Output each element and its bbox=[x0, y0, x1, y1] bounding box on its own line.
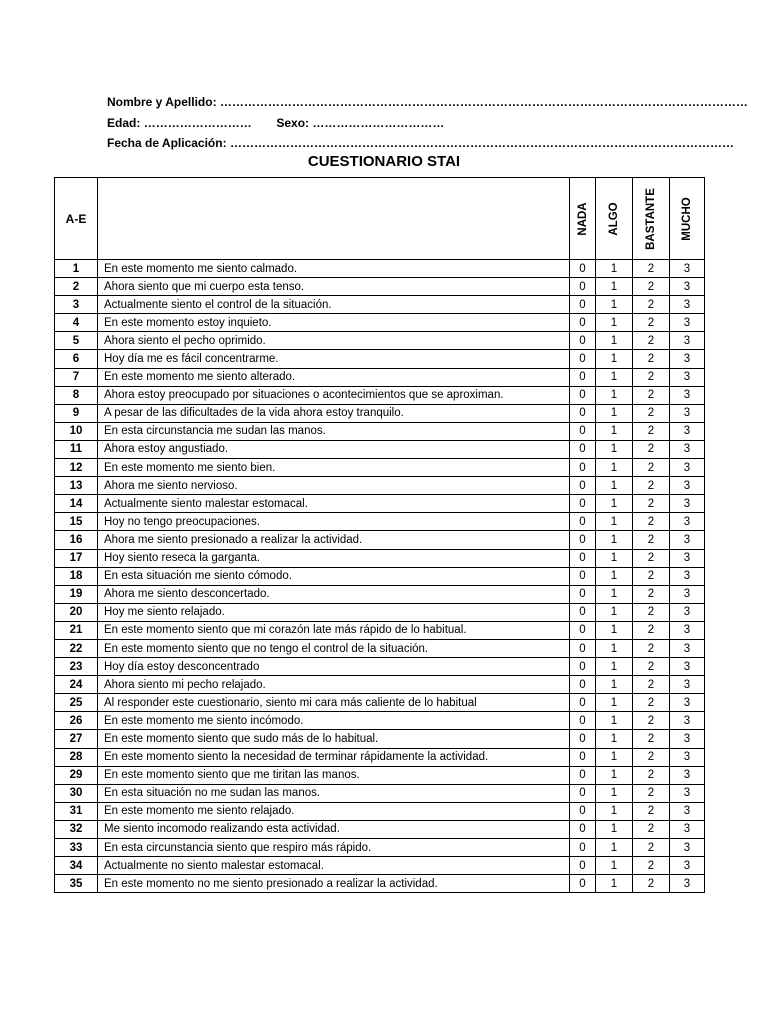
score-0-nada[interactable]: 0 bbox=[570, 477, 596, 495]
score-1-algo[interactable]: 1 bbox=[596, 350, 633, 368]
score-2-bastante[interactable]: 2 bbox=[633, 422, 670, 440]
score-0-nada[interactable]: 0 bbox=[570, 531, 596, 549]
score-2-bastante[interactable]: 2 bbox=[633, 603, 670, 621]
score-3-mucho[interactable]: 3 bbox=[670, 314, 705, 332]
item-number: 29 bbox=[55, 766, 98, 784]
item-statement: Actualmente no siento malestar estomacal. bbox=[98, 857, 570, 875]
score-1-algo[interactable]: 1 bbox=[596, 567, 633, 585]
score-1-algo[interactable]: 1 bbox=[596, 332, 633, 350]
score-0-nada[interactable]: 0 bbox=[570, 784, 596, 802]
score-1-algo[interactable]: 1 bbox=[596, 459, 633, 477]
item-statement: En este momento no me siento presionado a realizar la actividad. bbox=[98, 875, 570, 893]
questionnaire-title: CUESTIONARIO STAI bbox=[307, 153, 461, 170]
score-3-mucho[interactable]: 3 bbox=[670, 820, 705, 838]
item-statement: En este momento siento la necesidad de terminar rápidamente la actividad. bbox=[98, 748, 570, 766]
score-1-algo[interactable]: 1 bbox=[596, 712, 633, 730]
score-1-algo[interactable]: 1 bbox=[596, 748, 633, 766]
item-number: 16 bbox=[55, 531, 98, 549]
item-statement: En este momento siento que mi corazón late más rápido de lo habitual. bbox=[98, 621, 570, 639]
score-2-bastante[interactable]: 2 bbox=[633, 694, 670, 712]
score-1-algo[interactable]: 1 bbox=[596, 875, 633, 893]
score-1-algo[interactable]: 1 bbox=[596, 549, 633, 567]
score-1-algo[interactable]: 1 bbox=[596, 676, 633, 694]
score-3-mucho[interactable]: 3 bbox=[670, 603, 705, 621]
score-2-bastante[interactable]: 2 bbox=[633, 440, 670, 458]
score-3-mucho[interactable]: 3 bbox=[670, 278, 705, 296]
table-row bbox=[55, 278, 705, 296]
score-1-algo[interactable]: 1 bbox=[596, 639, 633, 657]
item-statement: Ahora siento el pecho oprimido. bbox=[98, 332, 570, 350]
score-0-nada[interactable]: 0 bbox=[570, 386, 596, 404]
item-statement: En este momento me siento bien. bbox=[98, 459, 570, 477]
item-statement: Me siento incomodo realizando esta actividad. bbox=[98, 820, 570, 838]
score-0-nada[interactable]: 0 bbox=[570, 368, 596, 386]
column-header-id: A-E bbox=[55, 178, 98, 260]
score-3-mucho[interactable]: 3 bbox=[670, 748, 705, 766]
score-2-bastante[interactable]: 2 bbox=[633, 404, 670, 422]
score-0-nada[interactable]: 0 bbox=[570, 766, 596, 784]
table-row bbox=[55, 820, 705, 838]
item-number: 28 bbox=[55, 748, 98, 766]
item-statement: Al responder este cuestionario, siento mi cara más caliente de lo habitual bbox=[98, 694, 570, 712]
score-2-bastante[interactable]: 2 bbox=[633, 712, 670, 730]
score-1-algo[interactable]: 1 bbox=[596, 440, 633, 458]
item-number: 6 bbox=[55, 350, 98, 368]
age-label: Edad: bbox=[107, 115, 141, 130]
table-row bbox=[55, 495, 705, 513]
item-statement: En este momento siento que me tiritan las manos. bbox=[98, 766, 570, 784]
item-number: 14 bbox=[55, 495, 98, 513]
score-0-nada[interactable]: 0 bbox=[570, 639, 596, 657]
score-3-mucho[interactable]: 3 bbox=[670, 260, 705, 278]
item-number: 30 bbox=[55, 784, 98, 802]
score-0-nada[interactable]: 0 bbox=[570, 495, 596, 513]
score-2-bastante[interactable]: 2 bbox=[633, 639, 670, 657]
item-statement: En este momento me siento relajado. bbox=[98, 802, 570, 820]
score-0-nada[interactable]: 0 bbox=[570, 730, 596, 748]
date-label: Fecha de Aplicación: bbox=[107, 136, 227, 150]
table-row bbox=[55, 621, 705, 639]
score-0-nada[interactable]: 0 bbox=[570, 350, 596, 368]
score-1-algo[interactable]: 1 bbox=[596, 784, 633, 802]
table-row bbox=[55, 440, 705, 458]
table-row bbox=[55, 513, 705, 531]
score-0-nada[interactable]: 0 bbox=[570, 260, 596, 278]
item-number: 23 bbox=[55, 658, 98, 676]
score-3-mucho[interactable]: 3 bbox=[670, 839, 705, 857]
score-2-bastante[interactable]: 2 bbox=[633, 278, 670, 296]
score-0-nada[interactable]: 0 bbox=[570, 621, 596, 639]
score-1-algo[interactable]: 1 bbox=[596, 314, 633, 332]
score-2-bastante[interactable]: 2 bbox=[633, 839, 670, 857]
column-header-statement bbox=[98, 178, 570, 260]
score-1-algo[interactable]: 1 bbox=[596, 857, 633, 875]
name-blank: …………………………………………………………………………………………………………………… bbox=[219, 95, 748, 109]
item-number: 9 bbox=[55, 404, 98, 422]
item-number: 32 bbox=[55, 820, 98, 838]
score-3-mucho[interactable]: 3 bbox=[670, 477, 705, 495]
item-statement: Actualmente siento malestar estomacal. bbox=[98, 495, 570, 513]
score-3-mucho[interactable]: 3 bbox=[670, 766, 705, 784]
table-row bbox=[55, 404, 705, 422]
score-3-mucho[interactable]: 3 bbox=[670, 296, 705, 314]
table-row bbox=[55, 368, 705, 386]
table-header-row bbox=[55, 178, 705, 260]
score-0-nada[interactable]: 0 bbox=[570, 603, 596, 621]
score-0-nada[interactable]: 0 bbox=[570, 459, 596, 477]
item-number: 27 bbox=[55, 730, 98, 748]
item-statement: Hoy siento reseca la garganta. bbox=[98, 549, 570, 567]
score-3-mucho[interactable]: 3 bbox=[670, 513, 705, 531]
item-statement: En este momento siento que sudo más de lo habitual. bbox=[98, 730, 570, 748]
item-number: 13 bbox=[55, 477, 98, 495]
item-number: 24 bbox=[55, 676, 98, 694]
item-statement: Ahora estoy preocupado por situaciones o acontecimientos que se aproximan. bbox=[98, 386, 570, 404]
score-3-mucho[interactable]: 3 bbox=[670, 730, 705, 748]
score-3-mucho[interactable]: 3 bbox=[670, 857, 705, 875]
score-2-bastante[interactable]: 2 bbox=[633, 549, 670, 567]
score-3-mucho[interactable]: 3 bbox=[670, 712, 705, 730]
score-1-algo[interactable]: 1 bbox=[596, 585, 633, 603]
item-statement: Actualmente siento el control de la situación. bbox=[98, 296, 570, 314]
score-3-mucho[interactable]: 3 bbox=[670, 802, 705, 820]
score-2-bastante[interactable]: 2 bbox=[633, 658, 670, 676]
table-row bbox=[55, 585, 705, 603]
item-statement: Hoy me siento relajado. bbox=[98, 603, 570, 621]
score-0-nada[interactable]: 0 bbox=[570, 404, 596, 422]
name-label: Nombre y Apellido: bbox=[107, 95, 217, 109]
item-number: 11 bbox=[55, 440, 98, 458]
item-statement: En este momento siento que no tengo el control de la situación. bbox=[98, 639, 570, 657]
item-statement: En esta circunstancia me sudan las manos. bbox=[98, 422, 570, 440]
item-number: 7 bbox=[55, 368, 98, 386]
item-number: 20 bbox=[55, 603, 98, 621]
score-0-nada[interactable]: 0 bbox=[570, 440, 596, 458]
table-row bbox=[55, 386, 705, 404]
score-3-mucho[interactable]: 3 bbox=[670, 585, 705, 603]
score-1-algo[interactable]: 1 bbox=[596, 495, 633, 513]
table-row bbox=[55, 332, 705, 350]
table-row bbox=[55, 857, 705, 875]
table-row bbox=[55, 531, 705, 549]
table-row bbox=[55, 712, 705, 730]
column-header-bastante: BASTANTE bbox=[633, 178, 670, 260]
score-0-nada[interactable]: 0 bbox=[570, 875, 596, 893]
table-row bbox=[55, 296, 705, 314]
date-field-row bbox=[107, 133, 748, 154]
item-number: 33 bbox=[55, 839, 98, 857]
item-number: 35 bbox=[55, 875, 98, 893]
score-3-mucho[interactable]: 3 bbox=[670, 549, 705, 567]
score-2-bastante[interactable]: 2 bbox=[633, 513, 670, 531]
score-3-mucho[interactable]: 3 bbox=[670, 676, 705, 694]
score-0-nada[interactable]: 0 bbox=[570, 712, 596, 730]
table-row bbox=[55, 567, 705, 585]
score-0-nada[interactable]: 0 bbox=[570, 857, 596, 875]
item-number: 34 bbox=[55, 857, 98, 875]
stai-table bbox=[54, 177, 705, 893]
item-statement: En este momento me siento alterado. bbox=[98, 368, 570, 386]
score-0-nada[interactable]: 0 bbox=[570, 567, 596, 585]
item-statement: Ahora me siento desconcertado. bbox=[98, 585, 570, 603]
score-1-algo[interactable]: 1 bbox=[596, 658, 633, 676]
score-3-mucho[interactable]: 3 bbox=[670, 658, 705, 676]
score-2-bastante[interactable]: 2 bbox=[633, 585, 670, 603]
score-2-bastante[interactable]: 2 bbox=[633, 296, 670, 314]
score-3-mucho[interactable]: 3 bbox=[670, 694, 705, 712]
item-number: 4 bbox=[55, 314, 98, 332]
table-row bbox=[55, 784, 705, 802]
score-2-bastante[interactable]: 2 bbox=[633, 784, 670, 802]
score-2-bastante[interactable]: 2 bbox=[633, 766, 670, 784]
score-2-bastante[interactable]: 2 bbox=[633, 531, 670, 549]
score-0-nada[interactable]: 0 bbox=[570, 748, 596, 766]
table-row bbox=[55, 459, 705, 477]
score-3-mucho[interactable]: 3 bbox=[670, 531, 705, 549]
score-1-algo[interactable]: 1 bbox=[596, 820, 633, 838]
score-1-algo[interactable]: 1 bbox=[596, 368, 633, 386]
table-row bbox=[55, 658, 705, 676]
table-row bbox=[55, 477, 705, 495]
item-number: 8 bbox=[55, 386, 98, 404]
table-row bbox=[55, 802, 705, 820]
score-3-mucho[interactable]: 3 bbox=[670, 386, 705, 404]
score-3-mucho[interactable]: 3 bbox=[670, 875, 705, 893]
score-2-bastante[interactable]: 2 bbox=[633, 567, 670, 585]
score-2-bastante[interactable]: 2 bbox=[633, 820, 670, 838]
score-0-nada[interactable]: 0 bbox=[570, 820, 596, 838]
table-row bbox=[55, 422, 705, 440]
item-statement: En este momento me siento calmado. bbox=[98, 260, 570, 278]
item-statement: En este momento me siento incómodo. bbox=[98, 712, 570, 730]
score-0-nada[interactable]: 0 bbox=[570, 296, 596, 314]
item-number: 22 bbox=[55, 639, 98, 657]
table-row bbox=[55, 350, 705, 368]
item-statement: En este momento estoy inquieto. bbox=[98, 314, 570, 332]
score-1-algo[interactable]: 1 bbox=[596, 603, 633, 621]
score-3-mucho[interactable]: 3 bbox=[670, 459, 705, 477]
column-header-algo: ALGO bbox=[596, 178, 633, 260]
sex-blank: …………………………… bbox=[312, 115, 445, 130]
score-2-bastante[interactable]: 2 bbox=[633, 621, 670, 639]
score-1-algo[interactable]: 1 bbox=[596, 694, 633, 712]
score-3-mucho[interactable]: 3 bbox=[670, 368, 705, 386]
score-0-nada[interactable]: 0 bbox=[570, 422, 596, 440]
date-blank: ……………………………………………………………………………………………………………… bbox=[229, 136, 734, 150]
item-number: 21 bbox=[55, 621, 98, 639]
table-row bbox=[55, 766, 705, 784]
respondent-info bbox=[107, 92, 748, 154]
score-2-bastante[interactable]: 2 bbox=[633, 260, 670, 278]
score-0-nada[interactable]: 0 bbox=[570, 549, 596, 567]
item-number: 2 bbox=[55, 278, 98, 296]
column-header-mucho: MUCHO bbox=[670, 178, 705, 260]
score-0-nada[interactable]: 0 bbox=[570, 802, 596, 820]
score-2-bastante[interactable]: 2 bbox=[633, 730, 670, 748]
table-row bbox=[55, 260, 705, 278]
item-number: 1 bbox=[55, 260, 98, 278]
score-0-nada[interactable]: 0 bbox=[570, 513, 596, 531]
item-statement: Ahora me siento nervioso. bbox=[98, 477, 570, 495]
item-number: 19 bbox=[55, 585, 98, 603]
score-0-nada[interactable]: 0 bbox=[570, 332, 596, 350]
table-row bbox=[55, 676, 705, 694]
score-1-algo[interactable]: 1 bbox=[596, 404, 633, 422]
item-statement: En esta circunstancia siento que respiro más rápido. bbox=[98, 839, 570, 857]
score-1-algo[interactable]: 1 bbox=[596, 730, 633, 748]
score-2-bastante[interactable]: 2 bbox=[633, 368, 670, 386]
score-2-bastante[interactable]: 2 bbox=[633, 875, 670, 893]
score-1-algo[interactable]: 1 bbox=[596, 260, 633, 278]
table-row bbox=[55, 748, 705, 766]
score-3-mucho[interactable]: 3 bbox=[670, 639, 705, 657]
table-row bbox=[55, 730, 705, 748]
item-statement: Hoy día me es fácil concentrarme. bbox=[98, 350, 570, 368]
item-number: 31 bbox=[55, 802, 98, 820]
item-number: 5 bbox=[55, 332, 98, 350]
score-2-bastante[interactable]: 2 bbox=[633, 802, 670, 820]
item-number: 15 bbox=[55, 513, 98, 531]
score-1-algo[interactable]: 1 bbox=[596, 531, 633, 549]
score-2-bastante[interactable]: 2 bbox=[633, 477, 670, 495]
score-0-nada[interactable]: 0 bbox=[570, 676, 596, 694]
age-sex-row bbox=[107, 113, 748, 134]
table-row bbox=[55, 639, 705, 657]
score-3-mucho[interactable]: 3 bbox=[670, 350, 705, 368]
table-row bbox=[55, 839, 705, 857]
score-2-bastante[interactable]: 2 bbox=[633, 314, 670, 332]
score-0-nada[interactable]: 0 bbox=[570, 278, 596, 296]
score-0-nada[interactable]: 0 bbox=[570, 585, 596, 603]
score-3-mucho[interactable]: 3 bbox=[670, 404, 705, 422]
item-statement: En esta situación no me sudan las manos. bbox=[98, 784, 570, 802]
score-1-algo[interactable]: 1 bbox=[596, 296, 633, 314]
table-row bbox=[55, 875, 705, 893]
item-statement: A pesar de las dificultades de la vida ahora estoy tranquilo. bbox=[98, 404, 570, 422]
score-2-bastante[interactable]: 2 bbox=[633, 857, 670, 875]
column-header-nada: NADA bbox=[570, 178, 596, 260]
score-0-nada[interactable]: 0 bbox=[570, 839, 596, 857]
score-2-bastante[interactable]: 2 bbox=[633, 495, 670, 513]
score-1-algo[interactable]: 1 bbox=[596, 386, 633, 404]
item-number: 17 bbox=[55, 549, 98, 567]
sex-label: Sexo: bbox=[276, 115, 310, 130]
score-2-bastante[interactable]: 2 bbox=[633, 676, 670, 694]
item-number: 10 bbox=[55, 422, 98, 440]
score-3-mucho[interactable]: 3 bbox=[670, 422, 705, 440]
score-3-mucho[interactable]: 3 bbox=[670, 440, 705, 458]
item-statement: Ahora estoy angustiado. bbox=[98, 440, 570, 458]
score-3-mucho[interactable]: 3 bbox=[670, 332, 705, 350]
score-0-nada[interactable]: 0 bbox=[570, 658, 596, 676]
score-3-mucho[interactable]: 3 bbox=[670, 784, 705, 802]
score-1-algo[interactable]: 1 bbox=[596, 422, 633, 440]
table-row bbox=[55, 549, 705, 567]
item-statement: En esta situación me siento cómodo. bbox=[98, 567, 570, 585]
score-2-bastante[interactable]: 2 bbox=[633, 350, 670, 368]
score-1-algo[interactable]: 1 bbox=[596, 513, 633, 531]
score-3-mucho[interactable]: 3 bbox=[670, 621, 705, 639]
table-row bbox=[55, 314, 705, 332]
score-1-algo[interactable]: 1 bbox=[596, 278, 633, 296]
item-statement: Hoy no tengo preocupaciones. bbox=[98, 513, 570, 531]
score-1-algo[interactable]: 1 bbox=[596, 766, 633, 784]
item-statement: Ahora siento que mi cuerpo esta tenso. bbox=[98, 278, 570, 296]
score-3-mucho[interactable]: 3 bbox=[670, 495, 705, 513]
item-number: 3 bbox=[55, 296, 98, 314]
score-0-nada[interactable]: 0 bbox=[570, 314, 596, 332]
score-1-algo[interactable]: 1 bbox=[596, 477, 633, 495]
table-row bbox=[55, 603, 705, 621]
table-row bbox=[55, 694, 705, 712]
item-number: 12 bbox=[55, 459, 98, 477]
score-2-bastante[interactable]: 2 bbox=[633, 332, 670, 350]
name-field-row bbox=[107, 92, 748, 113]
score-1-algo[interactable]: 1 bbox=[596, 839, 633, 857]
score-1-algo[interactable]: 1 bbox=[596, 621, 633, 639]
score-2-bastante[interactable]: 2 bbox=[633, 748, 670, 766]
item-number: 26 bbox=[55, 712, 98, 730]
item-number: 25 bbox=[55, 694, 98, 712]
age-blank: ……………………… bbox=[143, 115, 252, 130]
score-2-bastante[interactable]: 2 bbox=[633, 459, 670, 477]
item-number: 18 bbox=[55, 567, 98, 585]
score-1-algo[interactable]: 1 bbox=[596, 802, 633, 820]
score-3-mucho[interactable]: 3 bbox=[670, 567, 705, 585]
item-statement: Hoy día estoy desconcentrado bbox=[98, 658, 570, 676]
item-statement: Ahora me siento presionado a realizar la actividad. bbox=[98, 531, 570, 549]
score-0-nada[interactable]: 0 bbox=[570, 694, 596, 712]
item-statement: Ahora siento mi pecho relajado. bbox=[98, 676, 570, 694]
score-2-bastante[interactable]: 2 bbox=[633, 386, 670, 404]
